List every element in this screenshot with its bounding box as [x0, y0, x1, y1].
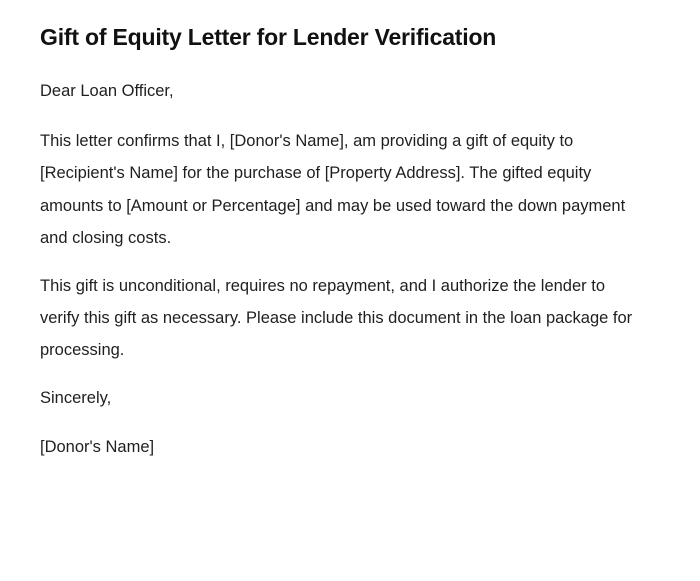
letter-body-paragraph-1: This letter confirms that I, [Donor's Name], am providing a gift of equity to [Recipient's Name] for the purchase of [Property Address]. The gifted equity amounts to [Amount or Percentage] and may be used toward the down payment and closing costs. [40, 132, 626, 247]
letter-signature: [Donor's Name] [40, 437, 155, 456]
page-title: Gift of Equity Letter for Lender Verification [40, 24, 497, 50]
letter-closing: Sincerely, [40, 389, 112, 408]
letter-salutation: Dear Loan Officer, [40, 82, 174, 101]
letter-body-paragraph-2: This gift is unconditional, requires no repayment, and I authorize the lender to verify this gift as necessary. Please include this document in the loan package for processing. [40, 276, 633, 360]
